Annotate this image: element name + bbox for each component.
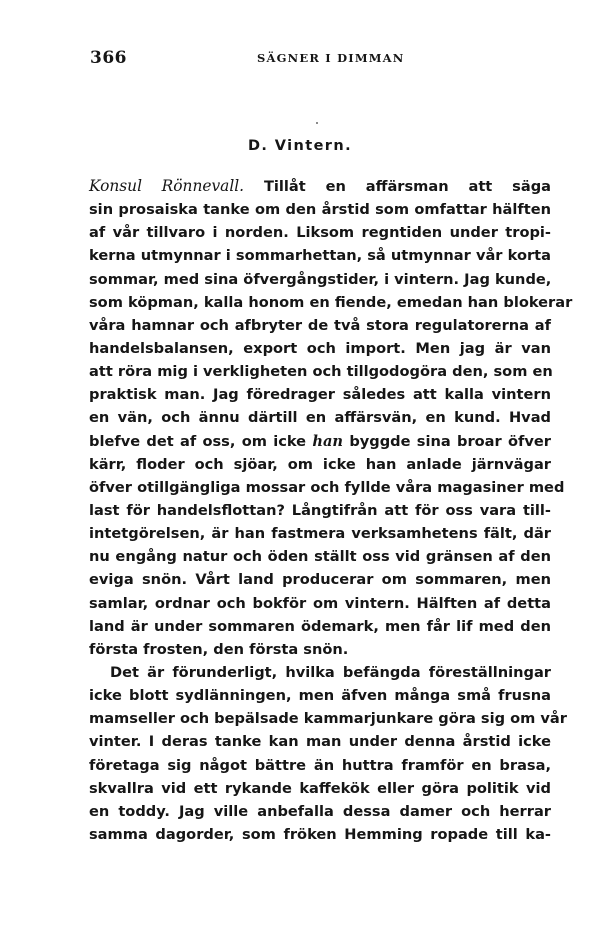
text-line-19: samlar, ordnar och bokför om vintern. Hälften af detta bbox=[89, 594, 551, 612]
section-title: D. Vintern. bbox=[247, 138, 352, 154]
text-line-12: blefve det af oss, om icke han byggde sina broar öfver bbox=[89, 432, 551, 450]
text-line-22: Det är förunderligt, hvilka befängda föreställningar bbox=[110, 663, 551, 681]
text-line-17: nu engång natur och öden ställt oss vid gränsen af den bbox=[89, 548, 551, 566]
running-head: SÄGNER I DIMMAN bbox=[257, 51, 405, 65]
text-line-8: handelsbalansen, export och import. Men jag är van bbox=[89, 339, 551, 357]
text-line-23: icke blott sydlänningen, men äfven många små frusna bbox=[89, 687, 551, 705]
text-line-5: sommar, med sina öfvergångstider, i vintern. Jag kunde, bbox=[89, 270, 552, 288]
body-text bbox=[89, 175, 573, 846]
text-line-21: första frosten, den första snön. bbox=[89, 640, 349, 658]
text-line-6: som köpman, kalla honom en fiende, emedan han blokerar bbox=[89, 293, 573, 311]
text-line-9: att röra mig i verkligheten och tillgodogöra den, som en bbox=[89, 363, 553, 381]
text-line-28: en toddy. Jag ville anbefalla dessa damer och herrar bbox=[89, 802, 551, 820]
text-line-10: praktisk man. Jag föredrager således att kalla vintern bbox=[89, 386, 551, 404]
text-line-16: intetgörelsen, är han fastmera verksamhetens fält, där bbox=[89, 525, 551, 543]
text-line-2: sin prosaiska tanke om den årstid som omfattar hälften bbox=[89, 201, 551, 219]
text-line-4: kerna utmynnar i sommarhettan, så utmynnar vår korta bbox=[89, 247, 551, 265]
text-line-14: öfver otillgängliga mossar och fyllde våra magasiner med bbox=[89, 478, 565, 496]
text-line-7: våra hamnar och afbryter de två stora regulatorerna af bbox=[89, 316, 551, 334]
speaker-name: Konsul Rönnevall. bbox=[89, 177, 245, 195]
emphasized-word: han bbox=[312, 432, 344, 450]
text-line-29: samma dagorder, som fröken Hemming ropade till ka- bbox=[89, 825, 551, 843]
text-line-27: skvallra vid ett rykande kaffekök eller göra politik vid bbox=[89, 779, 551, 797]
text-line-15: last för handelsflottan? Långtifrån att för oss vara till- bbox=[89, 501, 551, 519]
text-line-25: vinter. I deras tanke kan man under denna årstid icke bbox=[89, 733, 551, 751]
text-line-26: företaga sig något bättre än huttra framför en brasa, bbox=[89, 756, 551, 774]
text-line-1: Konsul Rönnevall. Tillåt en affärsman att säga bbox=[89, 177, 551, 195]
text-line-3: af vår tillvaro i norden. Liksom regntiden under tropi- bbox=[89, 224, 551, 242]
text-line-11: en vän, och ännu därtill en affärsvän, en kund. Hvad bbox=[89, 409, 551, 427]
text-line-20: land är under sommaren ödemark, men får lif med den bbox=[89, 617, 551, 635]
text-line-24: mamseller och bepälsade kammarjunkare göra sig om vår bbox=[89, 710, 567, 728]
page-number: 366 bbox=[90, 48, 127, 68]
text-line-13: kärr, floder och sjöar, om icke han anlade järnvägar bbox=[89, 455, 551, 473]
text-line-18: eviga snön. Vårt land producerar om sommaren, men bbox=[89, 571, 551, 589]
print-speck bbox=[316, 122, 318, 124]
page-header bbox=[90, 48, 540, 72]
